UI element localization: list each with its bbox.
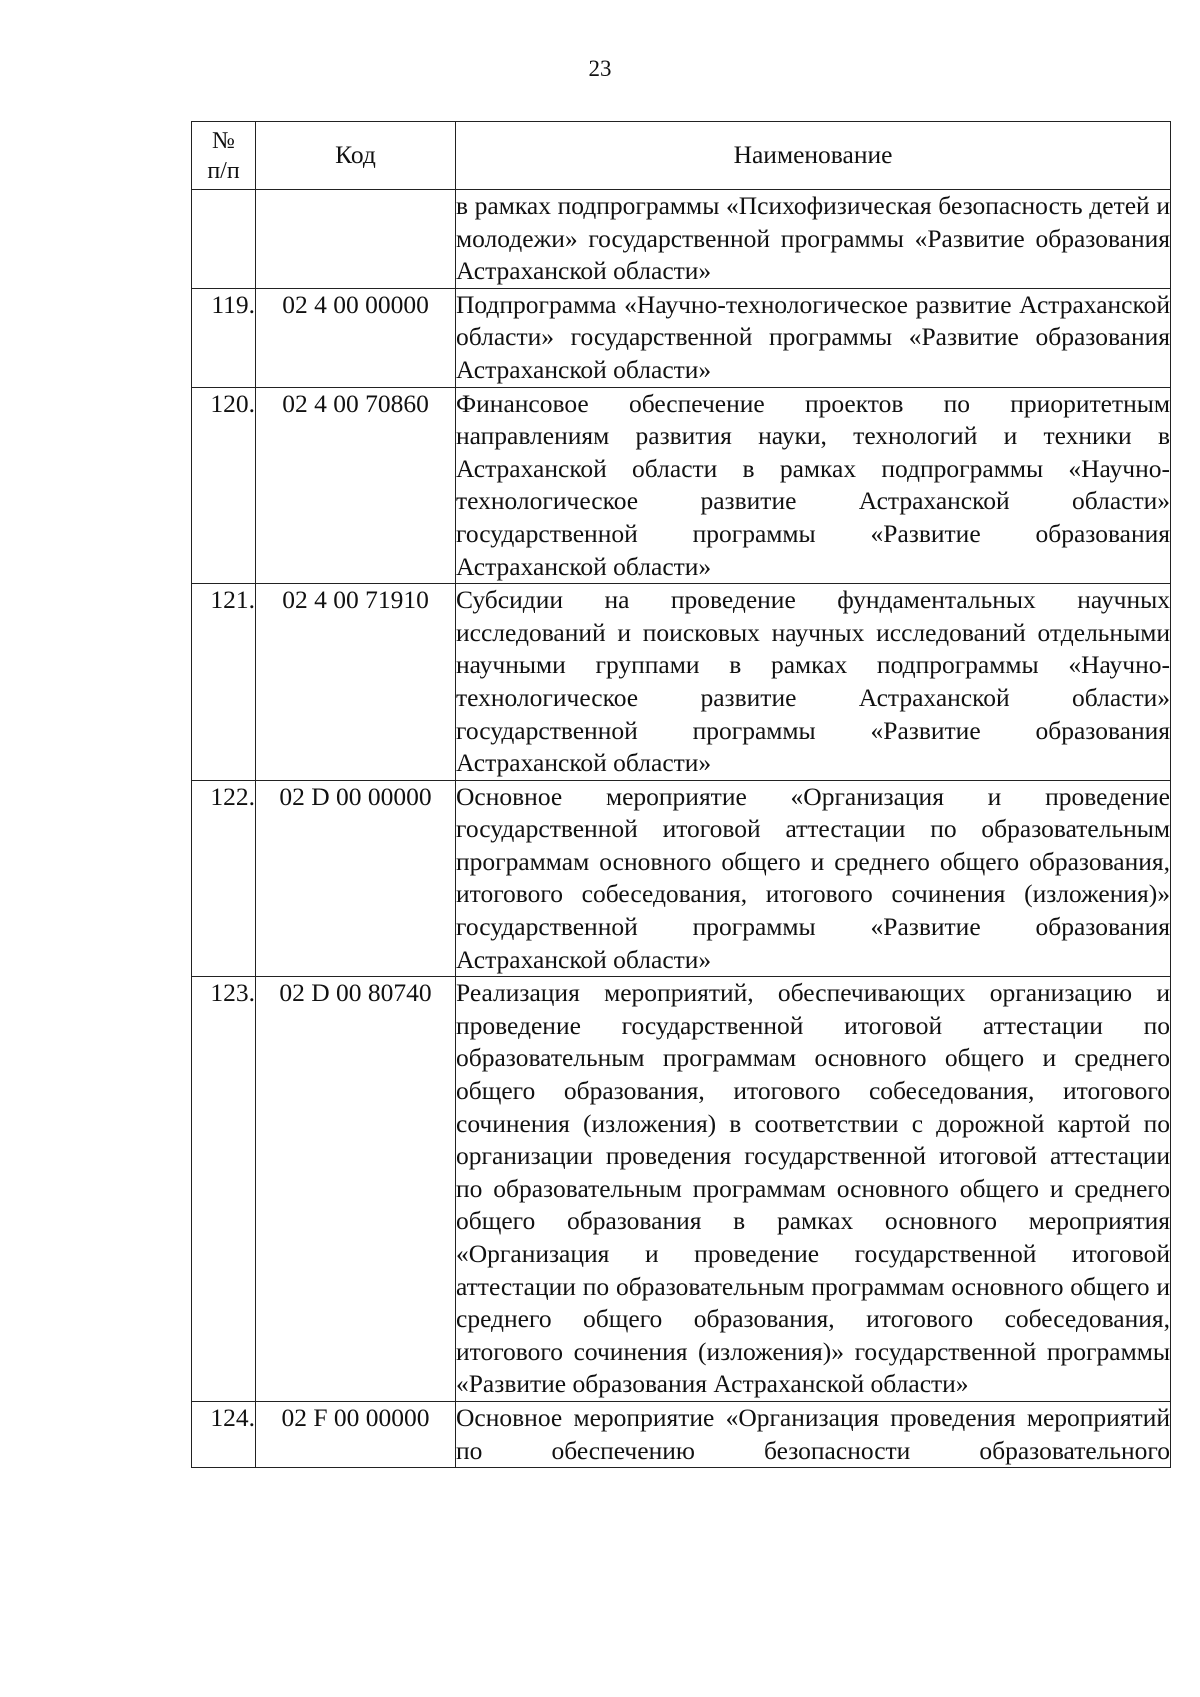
row-number: 123. <box>192 977 256 1402</box>
row-code: 02 4 00 00000 <box>256 288 456 387</box>
header-number <box>192 122 256 190</box>
row-name: Основное мероприятие «Организация проведения мероприятий по обеспечению безопасности образовательного <box>456 1401 1171 1467</box>
row-name: Основное мероприятие «Организация и проведение государственной итоговой аттестации по образовательным программам основного общего и среднего общего образования, итогового собеседования, итогового сочинения (изложения)» государственной программы «Развитие образования Астраханской области» <box>456 780 1171 977</box>
row-number: 122. <box>192 780 256 977</box>
row-code: 02 D 00 80740 <box>256 977 456 1402</box>
page-number: 23 <box>588 56 612 81</box>
row-code: 02 4 00 71910 <box>256 584 456 781</box>
row-name: в рамках подпрограммы «Психофизическая безопасность детей и молодежи» государственной программы «Развитие образования Астраханской области» <box>456 190 1171 289</box>
header-name: Наименование <box>456 122 1171 190</box>
row-number: 119. <box>192 288 256 387</box>
row-number: 124. <box>192 1401 256 1467</box>
row-number: 121. <box>192 584 256 781</box>
row-name: Подпрограмма «Научно-технологическое развитие Астраханской области» государственной программы «Развитие образования Астраханской области» <box>456 288 1171 387</box>
table-row <box>192 288 1171 387</box>
table-row <box>192 190 1171 289</box>
table-row <box>192 780 1171 977</box>
table-row <box>192 977 1171 1402</box>
header-number-line2: п/п <box>207 157 240 184</box>
table-row <box>192 1401 1171 1467</box>
header-code: Код <box>256 122 456 190</box>
row-code <box>256 190 456 289</box>
table-row <box>192 387 1171 584</box>
table-header-row <box>192 122 1171 190</box>
header-number-line1: № <box>212 127 235 154</box>
row-name: Финансовое обеспечение проектов по приоритетным направлениям развития науки, технологий и техники в Астраханской области в рамках подпрограммы «Научно-технологическое развитие Астраханской области» государственной программы «Развитие образования Астраханской области» <box>456 387 1171 584</box>
row-code: 02 D 00 00000 <box>256 780 456 977</box>
row-name: Субсидии на проведение фундаментальных научных исследований и поисковых научных исследований отдельными научными группами в рамках подпрограммы «Научно-технологическое развитие Астраханской области» государственной программы «Развитие образования Астраханской области» <box>456 584 1171 781</box>
table-row <box>192 584 1171 781</box>
row-name: Реализация мероприятий, обеспечивающих организацию и проведение государственной итоговой аттестации по образовательным программам основного общего и среднего общего образования, итогового собеседования, итогового сочинения (изложения) в соответствии с дорожной картой по организации проведения государственной итоговой аттестации по образовательным программам основного общего и среднего общего образования в рамках основного мероприятия «Организация и проведение государственной итоговой аттестации по образовательным программам основного общего и среднего общего образования, итогового собеседования, итогового сочинения (изложения)» государственной программы «Развитие образования Астраханской области» <box>456 977 1171 1402</box>
row-number <box>192 190 256 289</box>
row-number: 120. <box>192 387 256 584</box>
row-code: 02 F 00 00000 <box>256 1401 456 1467</box>
codes-table <box>191 121 1171 1468</box>
row-code: 02 4 00 70860 <box>256 387 456 584</box>
